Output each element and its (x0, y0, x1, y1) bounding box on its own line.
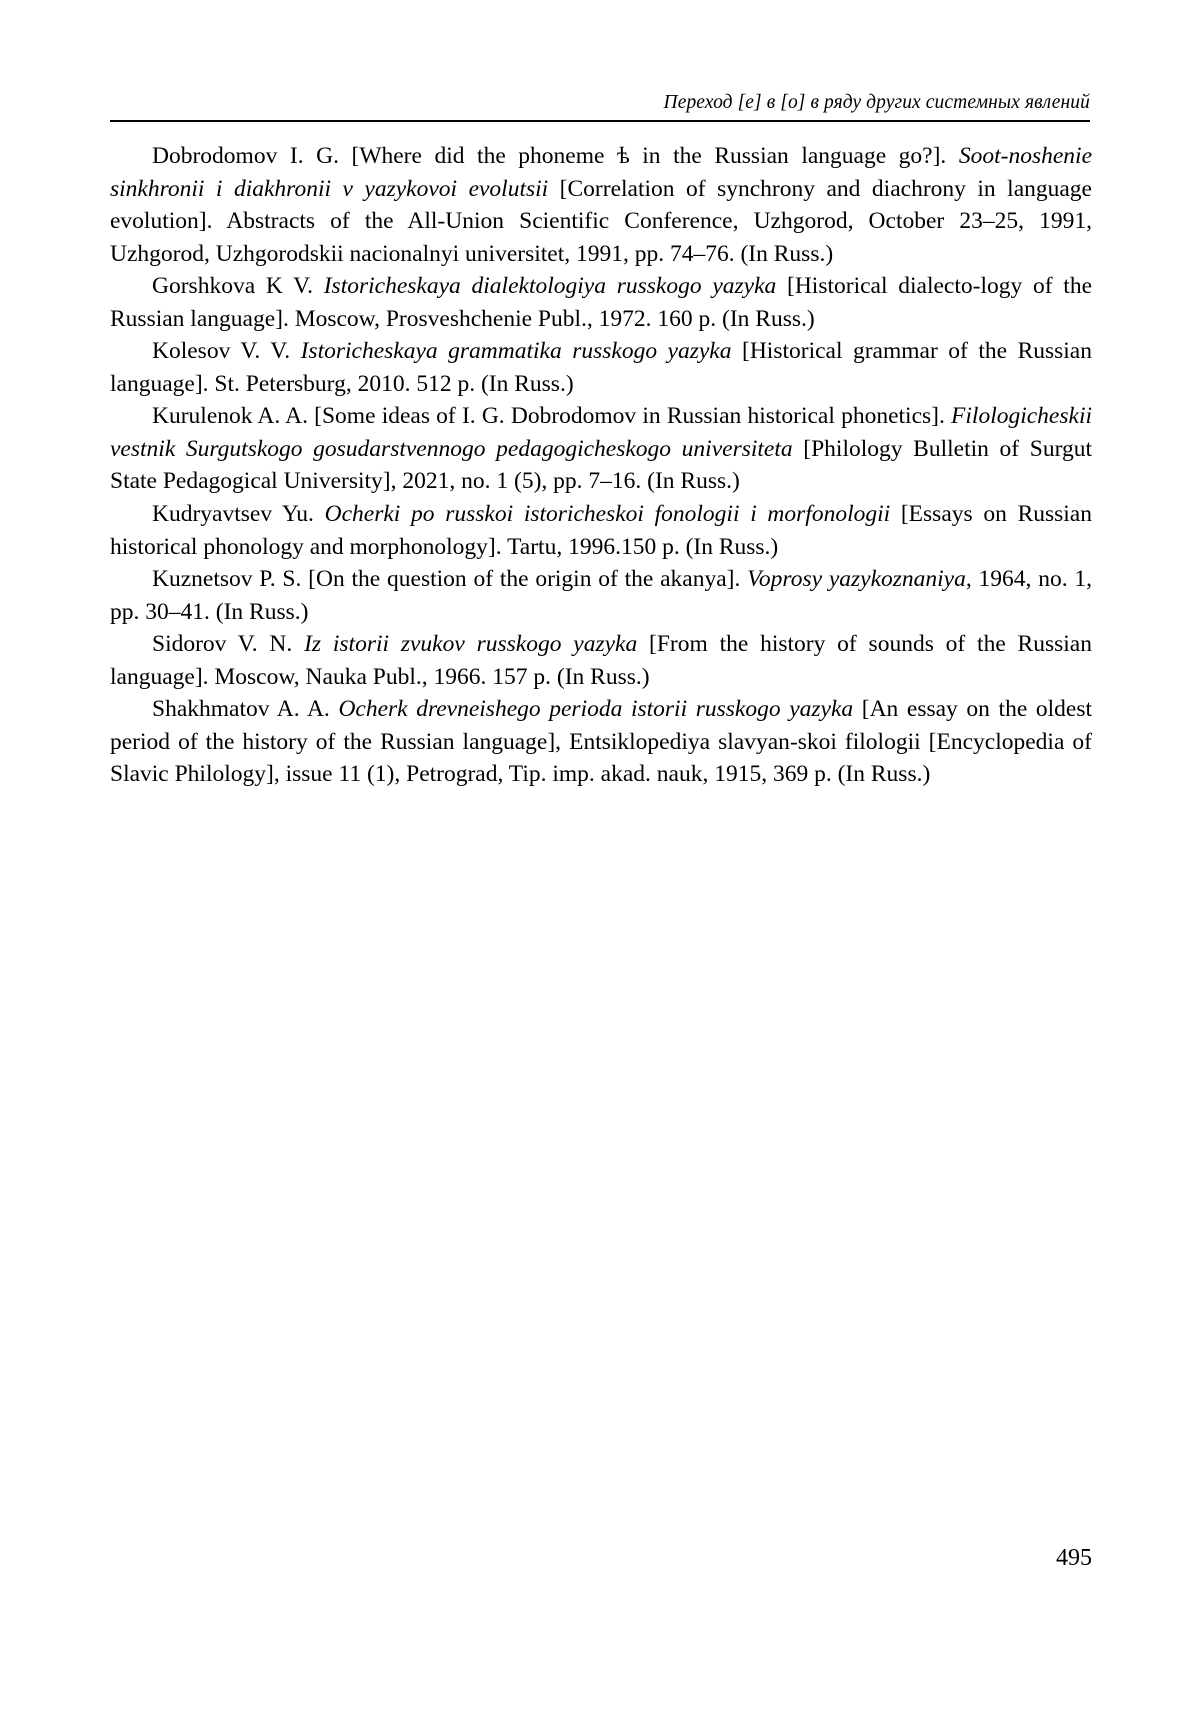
reference-entry (110, 270, 1092, 335)
running-head: Переход [е] в [о] в ряду других системных явлений (663, 92, 1090, 113)
reference-entry (110, 400, 1092, 498)
reference-entry (110, 563, 1092, 628)
reference-entry (110, 628, 1092, 693)
reference-title: Voprosy yazykoznaniya (747, 566, 966, 593)
reference-text: Shakhmatov A. A. (152, 696, 339, 723)
reference-text: Sidorov V. N. (152, 631, 305, 658)
reference-text: [An essay on the oldest period of the history of the Russian language], Entsiklopediya slavyan-skoi filologii [Encyclopedia of Slavic Philology], issue 11 (1), Petrograd, Tip. imp. akad. nauk, 1915, 369 p. (In Russ.) (110, 696, 1092, 788)
reference-text: [Historical dialecto-logy of the Russian language]. Moscow, Prosveshchenie Publ., 1972. 160 p. (In Russ.) (110, 273, 1093, 332)
reference-entry (110, 498, 1092, 563)
reference-text: Kolesov V. V. (152, 338, 301, 365)
reference-title: Soot-noshenie sinkhronii i diakhronii v yazykovoi evolutsii (110, 143, 1092, 202)
reference-text: Kudryavtsev Yu. (152, 501, 325, 528)
reference-entry (110, 693, 1092, 791)
reference-text: [Philology Bulletin of Surgut State Pedagogical University], 2021, no. 1 (5), pp. 7–16. (In Russ.) (110, 435, 1093, 495)
reference-text: Gorshkova K V. (152, 273, 324, 300)
reference-title: Istoricheskaya grammatika russkogo yazyka (300, 338, 732, 365)
reference-text: Kuznetsov P. S. [On the question of the origin of the akanya]. (152, 566, 748, 593)
reference-text: [Correlation of synchrony and diachrony in language evolution]. Abstracts of the All-Union Scientific Conference, Uzhgorod, October 23–25, 1991, Uzhgorod, Uzhgorodskii nacionalnyi universitet, 1991, pp. 74–76. (In Russ.) (110, 175, 1092, 267)
reference-text: [From the history of sounds of the Russian language]. Moscow, Nauka Publ., 1966. 157 p. (In Russ.) (110, 631, 1092, 690)
reference-text: , 1964, no. 1, pp. 30–41. (In Russ.) (110, 566, 1092, 625)
reference-entry (110, 335, 1092, 400)
reference-title: Ocherki po russkoi istoricheskoi fonologii i morfonologii (324, 501, 891, 528)
reference-text: Kurulenok A. A. [Some ideas of I. G. Dobrodomov in Russian historical phonetics]. (152, 403, 952, 430)
header-divider (110, 120, 1090, 122)
reference-text: Dobrodomov I. G. [Where did the phoneme ѣ in the Russian language go?]. (152, 143, 959, 169)
reference-title: Istoricheskaya dialektologiya russkogo yazyka (323, 273, 777, 300)
reference-list (110, 140, 1092, 791)
reference-title: Ocherk drevneishego perioda istorii russkogo yazyka (338, 696, 854, 723)
reference-text: [Essays on Russian historical phonology and morphonology]. Tartu, 1996.150 p. (In Russ.) (110, 501, 1092, 560)
reference-title: Iz istorii zvukov russkogo yazyka (304, 631, 638, 658)
page-number: 495 (1056, 1545, 1092, 1571)
reference-entry (110, 140, 1092, 270)
reference-title: Filologicheskii vestnik Surgutskogo gosudarstvennogo pedagogicheskogo universiteta (110, 403, 1092, 462)
reference-text: [Historical grammar of the Russian language]. St. Petersburg, 2010. 512 p. (In Russ.) (110, 338, 1092, 397)
